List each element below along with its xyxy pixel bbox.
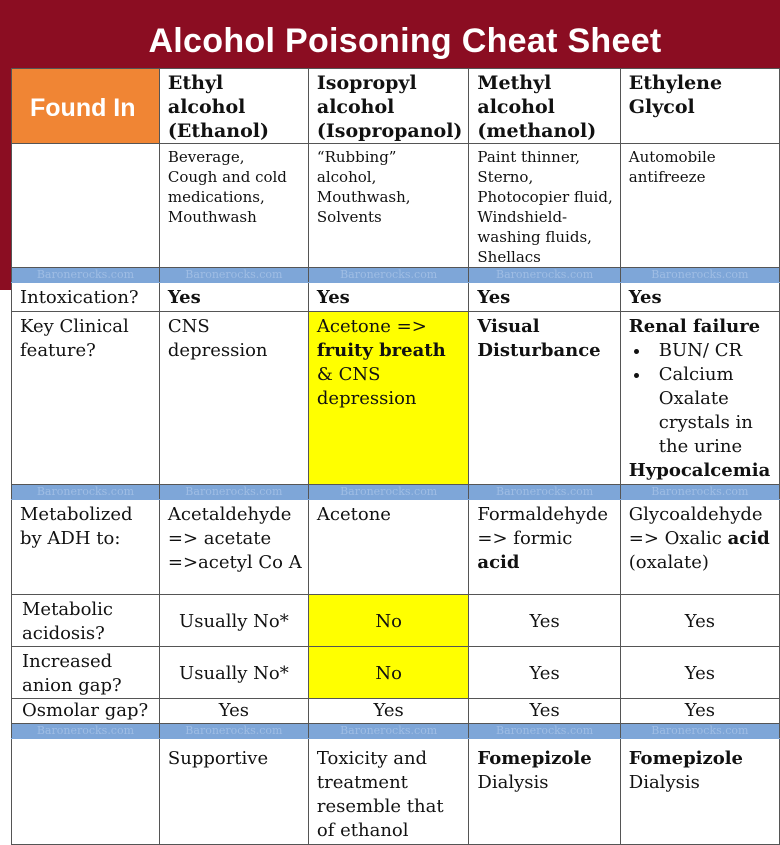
clinical-isopropanol-b: fruity breath: [316, 340, 446, 361]
treatment-eg-extra: Dialysis: [628, 772, 700, 793]
banner-side-bar: [0, 68, 11, 290]
anion-gap-ethanol: Usually No*: [159, 647, 308, 699]
acidosis-isopropanol: No: [308, 595, 469, 647]
cheat-sheet-table: [11, 68, 780, 845]
clinical-eg-bullet: • Calcium Oxalate crystals in the urine: [651, 363, 773, 459]
watermark: Baronerocks.com: [12, 268, 160, 283]
watermark: Baronerocks.com: [308, 268, 469, 283]
clinical-isopropanol-c: & CNS depression: [316, 364, 417, 409]
treatment-methanol: [469, 739, 620, 845]
metabolized-line: =>acetyl Co A: [167, 552, 302, 573]
intoxication-methanol: Yes: [469, 283, 620, 312]
source-line: alcohol,: [316, 168, 377, 186]
osmolar-gap-ethylene-glycol: Yes: [620, 699, 779, 724]
clinical-eg-title: Renal failure: [628, 316, 761, 337]
anion-gap-label: Increased anion gap?: [12, 647, 160, 699]
metabolized-line: => acetate: [167, 528, 272, 549]
source-line: Solvents: [316, 208, 382, 226]
col-header-methanol: Methyl alcohol (methanol): [469, 69, 620, 144]
acidosis-ethylene-glycol: Yes: [620, 595, 779, 647]
osmolar-gap-methanol: Yes: [469, 699, 620, 724]
sources-row: [12, 144, 780, 268]
watermark: Baronerocks.com: [469, 724, 620, 739]
source-line: washing fluids,: [477, 228, 592, 246]
anion-gap-isopropanol: No: [308, 647, 469, 699]
metabolized-ethanol: [159, 500, 308, 595]
anion-gap-ethylene-glycol: Yes: [620, 647, 779, 699]
metabolized-line: Acetaldehyde: [167, 504, 292, 525]
clinical-ethylene-glycol: [620, 312, 779, 485]
watermark: Baronerocks.com: [159, 724, 308, 739]
watermark: Baronerocks.com: [12, 485, 160, 500]
watermark: Baronerocks.com: [620, 485, 779, 500]
watermark: Baronerocks.com: [12, 724, 160, 739]
col-header-ethylene-glycol: Ethylene Glycol: [620, 69, 779, 144]
source-line: Mouthwash,: [316, 188, 411, 206]
intoxication-row: [12, 283, 780, 312]
osmolar-gap-ethanol: Yes: [159, 699, 308, 724]
intoxication-ethanol: Yes: [159, 283, 308, 312]
treatment-row: [12, 739, 780, 845]
source-line: Beverage,: [167, 148, 245, 166]
metabolized-row: [12, 500, 780, 595]
clinical-feature-row: [12, 312, 780, 485]
intoxication-label: Intoxication?: [12, 283, 160, 312]
source-line: Cough and cold: [167, 168, 287, 186]
metabolized-methanol-a: Formaldehyde: [477, 504, 609, 525]
osmolar-gap-row: [12, 699, 780, 724]
page-title: Alcohol Poisoning Cheat Sheet: [148, 22, 662, 60]
source-line: Paint thinner,: [477, 148, 580, 166]
osmolar-gap-label: Osmolar gap?: [12, 699, 160, 724]
metabolized-label: Metabolized by ADH to:: [12, 500, 160, 595]
metabolized-eg-c: (oxalate): [628, 552, 709, 573]
treatment-eg-drug: Fomepizole: [628, 748, 744, 769]
source-line: Mouthwash: [167, 208, 257, 226]
watermark: Baronerocks.com: [469, 485, 620, 500]
acidosis-methanol: Yes: [469, 595, 620, 647]
watermark: Baronerocks.com: [620, 268, 779, 283]
separator-row: [12, 724, 780, 739]
source-line: Windshield-: [477, 208, 568, 226]
source-line: medications,: [167, 188, 265, 206]
separator-row: [12, 485, 780, 500]
source-line: “Rubbing”: [316, 148, 397, 166]
treatment-methanol-drug: Fomepizole: [477, 748, 592, 769]
sources-ethylene-glycol: [620, 144, 779, 268]
metabolized-methanol: [469, 500, 620, 595]
metabolized-methanol-b: => formic acid: [477, 528, 573, 573]
sources-methanol: [469, 144, 620, 268]
clinical-ethanol: CNS depression: [159, 312, 308, 485]
clinical-isopropanol-a: Acetone =>: [316, 316, 427, 337]
clinical-eg-footer: Hypocalcemia: [628, 460, 771, 481]
source-line: Photocopier fluid,: [477, 188, 613, 206]
acidosis-row: [12, 595, 780, 647]
intoxication-ethylene-glycol: Yes: [620, 283, 779, 312]
anion-gap-methanol: Yes: [469, 647, 620, 699]
treatment-label: [12, 739, 160, 845]
metabolized-eg-b: => Oxalic acid: [628, 528, 770, 549]
watermark: Baronerocks.com: [308, 485, 469, 500]
sources-isopropanol: [308, 144, 469, 268]
sources-row-label: [12, 144, 160, 268]
treatment-methanol-extra: Dialysis: [477, 772, 549, 793]
metabolized-eg-a: Glycoaldehyde: [628, 504, 763, 525]
intoxication-isopropanol: Yes: [308, 283, 469, 312]
found-in-label: Found In: [12, 69, 160, 144]
source-line: antifreeze: [628, 168, 706, 186]
col-header-ethanol: Ethyl alcohol (Ethanol): [159, 69, 308, 144]
clinical-eg-bullet: • BUN/ CR: [651, 339, 773, 363]
metabolized-ethylene-glycol: [620, 500, 779, 595]
acidosis-ethanol: Usually No*: [159, 595, 308, 647]
watermark: Baronerocks.com: [159, 485, 308, 500]
treatment-isopropanol: Toxicity and treatment resemble that of ethanol: [308, 739, 469, 845]
osmolar-gap-isopropanol: Yes: [308, 699, 469, 724]
clinical-methanol: Visual Disturbance: [469, 312, 620, 485]
clinical-eg-list: [629, 339, 773, 459]
clinical-feature-label: Key Clinical feature?: [12, 312, 160, 485]
acidosis-label: Metabolic acidosis?: [12, 595, 160, 647]
watermark: Baronerocks.com: [620, 724, 779, 739]
source-line: Sterno,: [477, 168, 534, 186]
anion-gap-row: [12, 647, 780, 699]
watermark: Baronerocks.com: [469, 268, 620, 283]
col-header-isopropanol: Isopropyl alcohol (Isopropanol): [308, 69, 469, 144]
treatment-ethylene-glycol: [620, 739, 779, 845]
separator-row: [12, 268, 780, 283]
metabolized-isopropanol: Acetone: [308, 500, 469, 595]
source-line: Shellacs: [477, 248, 541, 266]
treatment-ethanol: Supportive: [159, 739, 308, 845]
clinical-isopropanol: [308, 312, 469, 485]
sources-ethanol: [159, 144, 308, 268]
watermark: Baronerocks.com: [159, 268, 308, 283]
source-line: Automobile: [628, 148, 716, 166]
header-row: [12, 69, 780, 144]
watermark: Baronerocks.com: [308, 724, 469, 739]
